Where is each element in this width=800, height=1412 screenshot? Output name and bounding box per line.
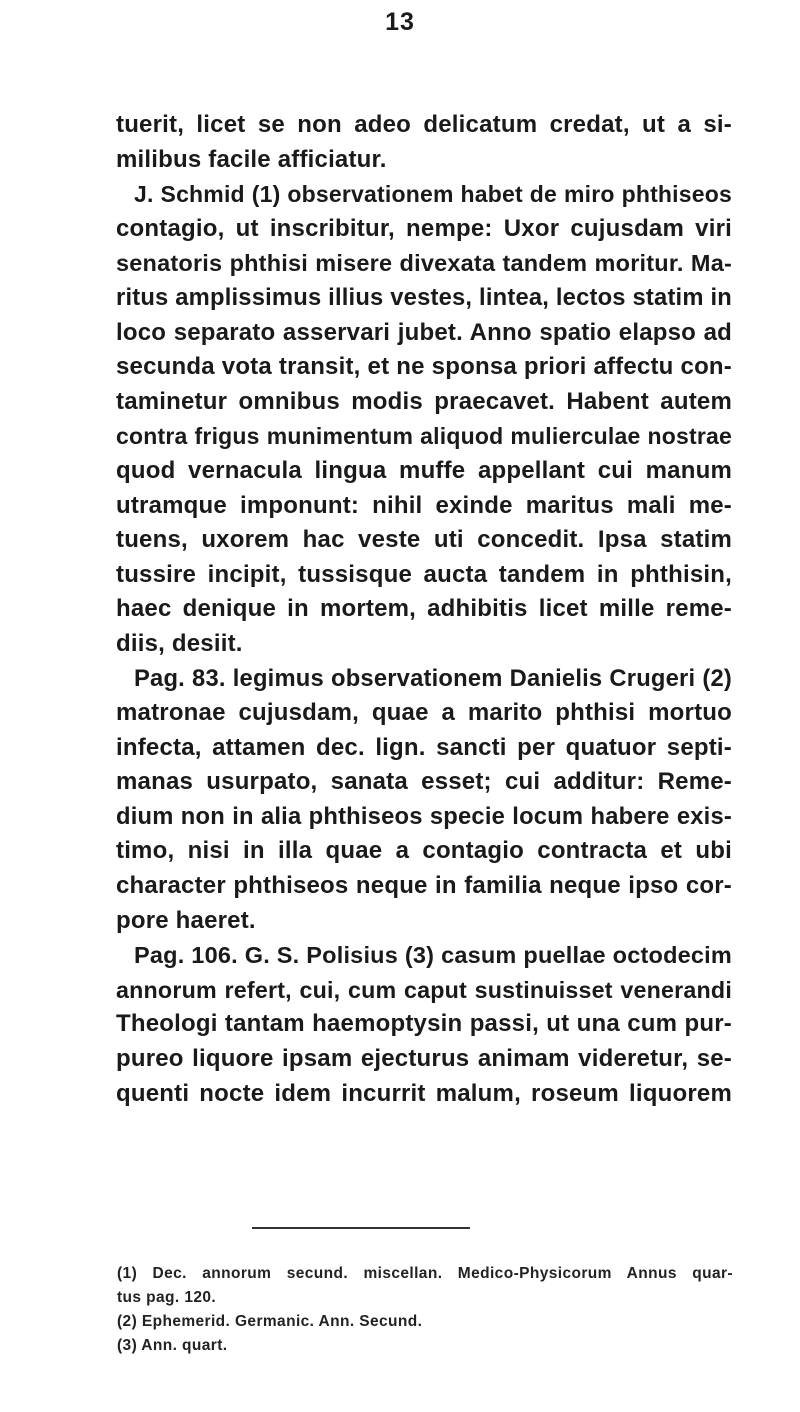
text-line: tuens, uxorem hac veste uti concedit. Ipsa statim: [116, 526, 732, 554]
text-line: taminetur omnibus modis praecavet. Habent autem: [116, 387, 732, 415]
footnote-line: tus pag. 120.: [117, 1289, 217, 1306]
text-line: loco separato asservari jubet. Anno spatio elapso ad: [116, 318, 732, 346]
text-line: utramque imponunt: nihil exinde maritus mali me-: [116, 491, 732, 519]
body-text: [116, 108, 732, 1111]
text-line: manas usurpato, sanata esset; cui additur: Reme-: [116, 768, 732, 796]
text-line: pore haeret.: [116, 906, 256, 934]
footnote-line: (2) Ephemerid. Germanic. Ann. Secund.: [117, 1313, 423, 1330]
text-line: annorum refert, cui, cum caput sustinuisset venerandi: [116, 976, 732, 1003]
text-line: infecta, attamen dec. lign. sancti per quatuor septi-: [116, 733, 732, 761]
text-line: Theologi tantam haemoptysin passi, ut una cum pur-: [116, 1010, 732, 1038]
footnote-divider: [252, 1227, 470, 1229]
text-line: pureo liquore ipsam ejecturus animam videretur, se-: [116, 1045, 732, 1073]
text-line: contagio, ut inscribitur, nempe: Uxor cujusdam viri: [116, 214, 732, 242]
text-line: quod vernacula lingua muffe appellant cui manum: [116, 456, 732, 484]
text-line: milibus facile afficiatur.: [116, 145, 387, 173]
text-line: matronae cujusdam, quae a marito phthisi mortuo: [116, 699, 732, 727]
text-line: Pag. 83. legimus observationem Danielis Crugeri (2): [134, 664, 732, 692]
text-line: dium non in alia phthiseos specie locum habere exis-: [116, 802, 732, 830]
text-line: diis, desiit.: [116, 629, 243, 657]
text-line: ritus amplissimus illius vestes, lintea, lectos statim in: [116, 283, 732, 311]
text-line: quenti nocte idem incurrit malum, roseum liquorem: [116, 1079, 732, 1107]
footnote-line: (3) Ann. quart.: [117, 1337, 228, 1354]
text-line: tussire incipit, tussisque aucta tandem in phthisin,: [116, 560, 732, 588]
text-line: haec denique in mortem, adhibitis licet mille reme-: [116, 595, 732, 623]
text-line: timo, nisi in illa quae a contagio contracta et ubi: [116, 837, 732, 865]
page-number: 13: [385, 8, 415, 36]
text-line: Pag. 106. G. S. Polisius (3) casum puellae octodecim: [134, 942, 732, 969]
text-line: tuerit, licet se non adeo delicatum credat, ut a si-: [116, 111, 732, 138]
text-line: J. Schmid (1) observationem habet de miro phthiseos: [134, 181, 732, 208]
footnotes: [117, 1262, 733, 1358]
footnote-line: (1) Dec. annorum secund. miscellan. Medico-Physicorum Annus quar-: [117, 1265, 733, 1282]
text-line: secunda vota transit, et ne sponsa priori affectu con-: [116, 353, 732, 381]
text-line: character phthiseos neque in familia neque ipso cor-: [116, 872, 732, 900]
text-line: contra frigus munimentum aliquod mulierculae nostrae: [116, 423, 732, 450]
text-line: senatoris phthisi misere divexata tandem moritur. Ma-: [116, 250, 732, 277]
